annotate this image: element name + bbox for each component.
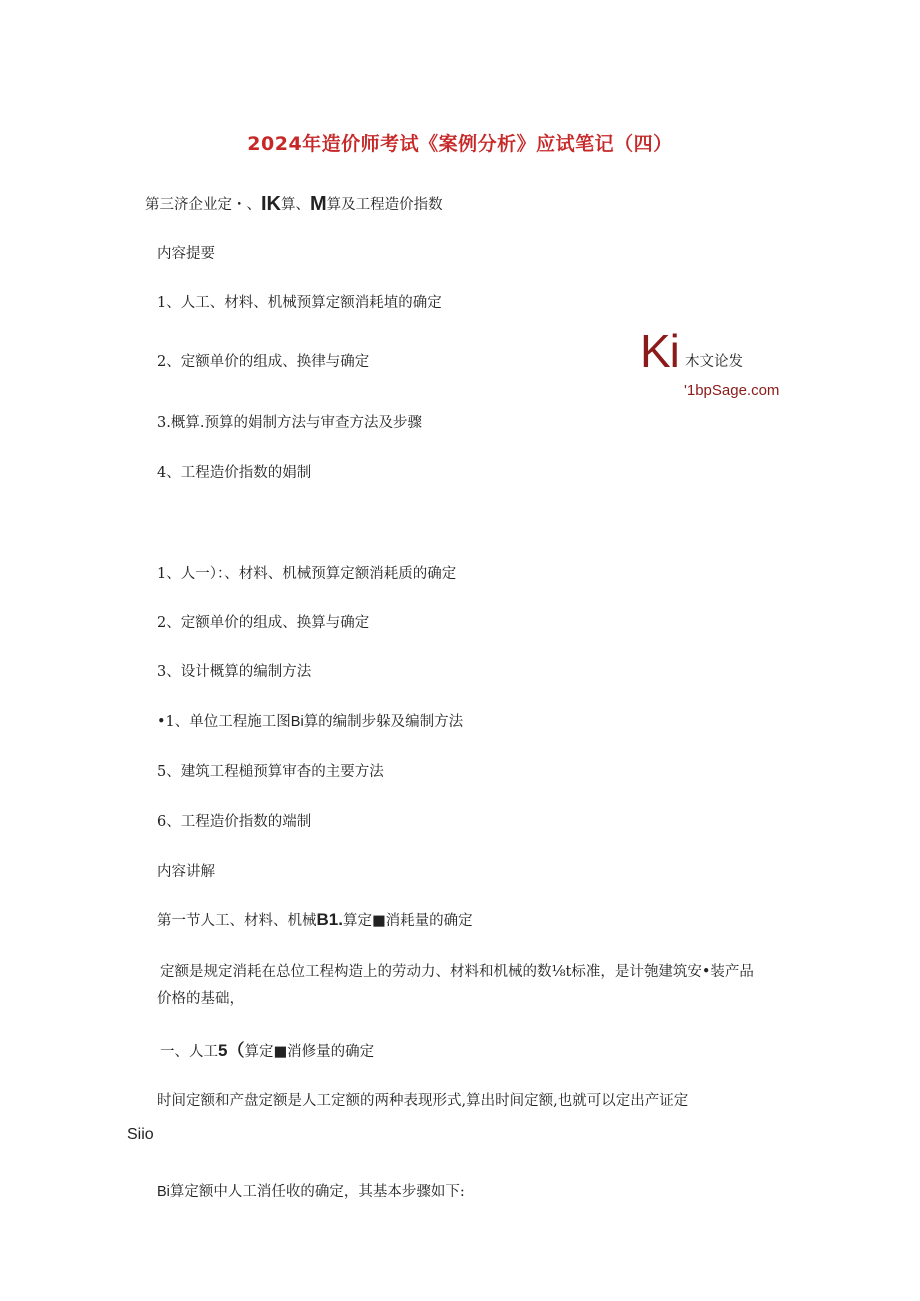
chapter-heading — [145, 194, 443, 215]
section-heading-pre: 第一节人工、材料、机械 — [157, 913, 317, 929]
outline-item-bold: Bi — [290, 714, 304, 730]
section-heading-post: 算定■消耗量的确定 — [342, 913, 473, 929]
outline-item-pre: •1、单位工程施工图 — [157, 714, 291, 730]
paragraph-tail: Siio — [127, 1126, 154, 1143]
watermark-url: '1bpSage.com — [684, 382, 780, 399]
subsection-heading-bold: 5（ — [218, 1041, 245, 1060]
chapter-heading-bold-2: M — [310, 193, 327, 215]
paragraph-bold: Bi — [157, 1184, 170, 1200]
outline-item: 1、人一）：、材料、机械预算定额消耗质的确定 — [157, 566, 457, 582]
watermark-mark: Ki — [640, 325, 679, 377]
paragraph-post: 算定额中人工消任收的确定，其基本步骤如下: — [169, 1184, 465, 1200]
paragraph-line: 时间定额和产盘定额是人工定额的两种表现形式,算出时间定额,也就可以定出产证定 — [157, 1093, 689, 1109]
summary-item: 2、定额单价的组成、换律与确定 — [157, 354, 370, 370]
summary-item: 4、工程造价指数的娟制 — [157, 465, 312, 481]
watermark-text: 木文论发 — [685, 354, 743, 370]
chapter-heading-mid: 算、 — [281, 197, 310, 213]
subsection-heading — [160, 1041, 374, 1062]
summary-item: 1、人工、材料、机械预算定额消耗埴的确定 — [157, 295, 442, 311]
paragraph-line — [157, 1182, 465, 1202]
chapter-heading-pre: 第三济企业定・、 — [145, 197, 261, 213]
chapter-heading-bold-1: IK — [261, 193, 281, 215]
outline-item: 6、工程造价指数的端制 — [157, 814, 312, 830]
outline-item: 2、定额单价的组成、换算与确定 — [157, 615, 370, 631]
subsection-heading-pre: 一、人工 — [160, 1044, 218, 1060]
paragraph-line: 定额是规定消耗在总位工程构造上的劳动力、材料和机械的数⅛t标准，是计匏建筑安•装产品 — [160, 964, 754, 980]
paragraph-line: 价格的基础， — [157, 991, 244, 1007]
outline-item: 3、设计概算的编制方法 — [157, 664, 312, 680]
chapter-heading-post: 算及工程造价指数 — [326, 197, 443, 213]
summary-item: 3.概算.预算的娟制方法与审查方法及步骤 — [157, 415, 422, 431]
detail-heading: 内容讲解 — [157, 864, 215, 880]
section-heading-bold: B1. — [316, 910, 343, 929]
outline-item: 5、建筑工程槌预算审杳的主要方法 — [157, 764, 384, 780]
summary-heading: 内容提要 — [157, 246, 215, 262]
section-heading — [157, 910, 473, 931]
outline-item — [157, 712, 463, 732]
outline-item-post: 算的编制步躲及编制方法 — [303, 714, 464, 730]
document-title: 2024年造价师考试《案例分析》应试笔记（四） — [247, 133, 673, 155]
subsection-heading-post: 算定■消修量的确定 — [244, 1044, 375, 1060]
